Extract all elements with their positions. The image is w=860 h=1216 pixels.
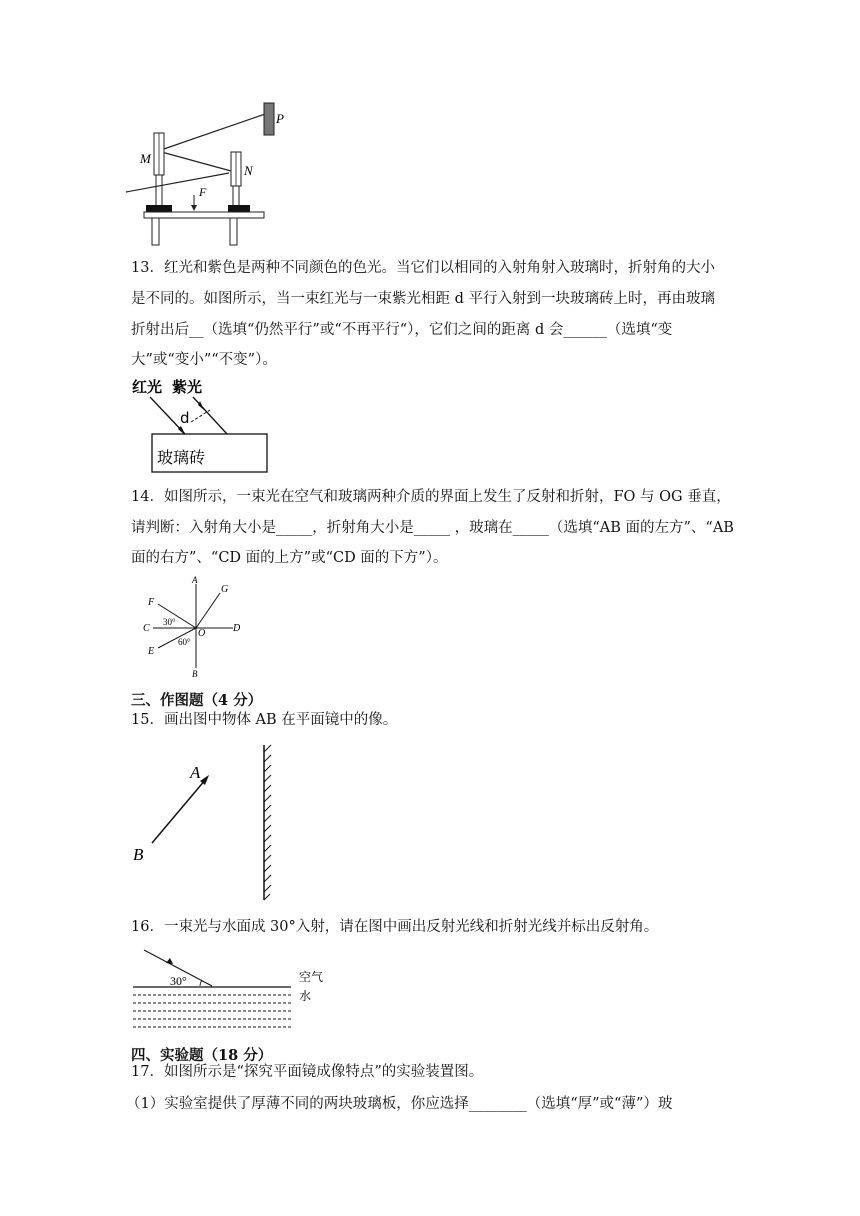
q17-text: 17．如图所示是“探究平面镜成像特点”的实验装置图。: [131, 1064, 484, 1080]
label-f: F: [199, 185, 207, 199]
label-b-mirror: B: [133, 845, 144, 864]
label-b: B: [192, 669, 198, 679]
label-d: D: [233, 623, 241, 634]
q13-line4: 大”或“变小”“不变”）。: [131, 352, 277, 368]
label-o: O: [198, 628, 206, 639]
angle-60-label: 60°: [178, 637, 191, 647]
q14-line3: 面的右方”、“CD 面的上方”或“CD 面的下方”）。: [131, 550, 448, 566]
label-a-mirror: A: [190, 763, 201, 782]
label-g: G: [221, 584, 229, 595]
q14-line1: 14．如图所示，一束光在空气和玻璃两种介质的界面上发生了反射和折射，FO 与 OG 垂直，: [131, 489, 731, 505]
label-c: C: [143, 623, 150, 634]
section4-title: 四、实验题（18 分）: [131, 1047, 273, 1064]
angle-30: 30°: [170, 974, 187, 988]
d-label: d: [180, 409, 190, 427]
glass-brick-label: 玻璃砖: [157, 448, 206, 467]
purple-light-label: 紫光: [172, 378, 203, 396]
q14-line2: 请判断：入射角大小是_____，折射角大小是_____ ，玻璃在_____（选填“AB 面的左方”、“AB: [131, 520, 734, 536]
section3-title: 三、作图题（4 分）: [131, 692, 263, 709]
label-a: A: [192, 575, 198, 585]
label-f2: F: [148, 597, 155, 608]
air-label: 空气: [299, 970, 324, 984]
q13-line3: 折射出后__（选填“仍然平行”或“不再平行“），它们之间的距离 d 会______（选填“变: [131, 322, 673, 338]
label-e: E: [148, 646, 155, 657]
q13-line1: 13．红光和紫色是两种不同颜色的色光。当它们以相同的入射角射入玻璃时，折射角的大小: [131, 260, 715, 276]
label-n: N: [244, 163, 253, 178]
q15-text: 15．画出图中物体 AB 在平面镜中的像。: [131, 712, 398, 728]
q13-line2: 是不同的。如图所示，当一束红光与一束紫光相距 d 平行入射到一块玻璃砖上时，再由玻璃: [131, 291, 715, 307]
q17-sub1: （1）实验室提供了厚薄不同的两块玻璃板，你应选择________（选填“厚”或“薄”）玻: [126, 1096, 673, 1112]
label-m: M: [140, 151, 151, 166]
red-light-label: 红光: [132, 378, 163, 396]
angle-30-label: 30°: [163, 617, 176, 627]
water-label: 水: [299, 989, 312, 1003]
label-p: P: [276, 111, 284, 126]
q16-text: 16．一束光与水面成 30°入射，请在图中画出反射光线和折射光线并标出反射角。: [131, 919, 659, 935]
